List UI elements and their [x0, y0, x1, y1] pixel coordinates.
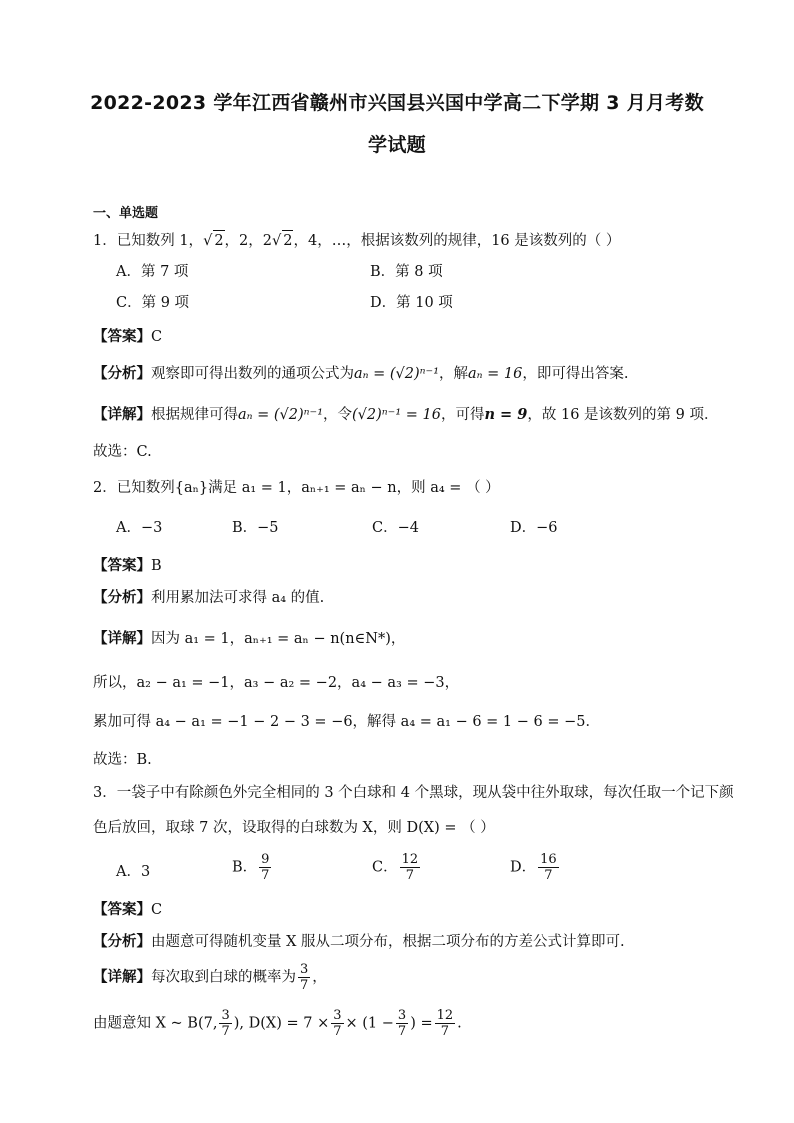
q1-answer-value: C	[151, 329, 163, 345]
q1-detail-formula3: n = 9	[484, 406, 528, 423]
q3-option-a: A．3	[116, 864, 151, 880]
analysis-label: 【分析】	[93, 366, 151, 382]
q3-detail-text: 每次取到白球的概率为	[151, 969, 296, 986]
q1-analysis-formula2: aₙ = 16	[468, 366, 523, 382]
q2-answer	[93, 556, 162, 576]
fraction-denominator: 7	[544, 868, 553, 883]
q1-answer	[93, 327, 162, 347]
q2-option-a: A．−3	[116, 520, 163, 536]
q3-detail-post: ，	[312, 969, 327, 986]
q1-detail-mid: ，令	[323, 407, 353, 423]
answer-label: 【答案】	[93, 902, 151, 918]
fraction-numerator: 9	[261, 852, 270, 867]
q2-analysis	[93, 588, 324, 608]
q1-sqrt-arg-2: 2	[282, 230, 293, 251]
detail-label: 【详解】	[93, 631, 151, 647]
q1-option-a: A．第 7 项	[116, 264, 189, 280]
q3-stem-line1: 3．一袋子中有除颜色外完全相同的 3 个白球和 4 个黑球，现从袋中往外取球，每次任取一个记下颜	[93, 785, 734, 801]
fraction-denominator: 7	[300, 978, 309, 993]
section-heading: 一、单选题	[93, 206, 159, 221]
q3-option-c-label: C．	[372, 859, 398, 876]
q1-choose: 故选：C.	[93, 444, 152, 460]
q1-analysis-text: 观察即可得出数列的通项公式为	[151, 366, 354, 382]
analysis-label: 【分析】	[93, 590, 151, 606]
q2-answer-value: B	[151, 558, 162, 574]
q2-line-so: 所以，a₂ − a₁ = −1，a₃ − a₂ = −2，a₄ − a₃ = −3，	[93, 675, 460, 691]
q3-final-frac4	[435, 1008, 456, 1039]
q1-option-b: B．第 8 项	[370, 264, 443, 280]
detail-label: 【详解】	[93, 969, 151, 986]
fraction-denominator: 7	[397, 1024, 407, 1039]
fraction-denominator: 7	[221, 1024, 230, 1039]
q3-answer	[93, 900, 162, 920]
q3-option-b-fraction	[259, 852, 271, 883]
q3-stem-line2: 色后放回，取球 7 次，设取得的白球数为 X，则 D(X) = （ ）	[93, 820, 495, 836]
fraction-denominator: 7	[261, 868, 270, 883]
q3-option-c-fraction	[400, 852, 421, 883]
q3-final	[93, 1008, 462, 1039]
q1-analysis-mid: ，解	[439, 366, 469, 382]
q3-option-d	[510, 852, 561, 883]
fraction-numerator: 12	[436, 1008, 454, 1023]
fraction-numerator: 3	[333, 1008, 342, 1023]
fraction-denominator: 7	[333, 1024, 342, 1039]
q3-option-b-label: B．	[232, 859, 258, 876]
q3-detail	[93, 962, 327, 993]
q1-analysis	[93, 364, 628, 384]
q3-final-frac2	[331, 1008, 343, 1039]
q1-sqrt-arg: 2	[213, 230, 224, 251]
q2-detail	[93, 629, 405, 649]
q2-option-d: D．−6	[510, 520, 558, 536]
q3-final-frac1	[219, 1008, 231, 1039]
answer-label: 【答案】	[93, 329, 151, 345]
q2-analysis-text: 利用累加法可求得 a₄ 的值.	[151, 590, 325, 606]
q1-detail-post: ，故 16 是该数列的第 9 项．	[527, 407, 719, 423]
q2-stem: 2．已知数列{aₙ}满足 a₁ = 1，aₙ₊₁ = aₙ − n，则 a₄ = （ ）	[93, 480, 500, 496]
q3-final-mid2: × (1 −	[345, 1015, 394, 1032]
q3-final-mid3: ) =	[410, 1015, 433, 1032]
q1-stem-mid1: ，2，2	[224, 233, 272, 249]
answer-label: 【答案】	[93, 558, 151, 574]
q1-option-d: D．第 10 项	[370, 295, 453, 311]
fraction-numerator: 16	[540, 852, 557, 867]
sqrt-sign-icon: √	[272, 233, 282, 249]
fraction-denominator: 7	[405, 868, 415, 883]
q2-line-sum: 累加可得 a₄ − a₁ = −1 − 2 − 3 = −6，解得 a₄ = a₁ − 6 = 1 − 6 = −5．	[93, 714, 600, 730]
q1-stem	[93, 230, 620, 251]
q3-option-c	[372, 852, 422, 883]
fraction-numerator: 3	[221, 1008, 230, 1023]
q1-detail-formula2: (√2)ⁿ⁻¹ = 16	[352, 407, 441, 423]
q1-detail-text: 根据规律可得	[151, 407, 238, 423]
q3-option-d-fraction	[538, 852, 559, 883]
fraction-numerator: 12	[401, 852, 419, 867]
q1-detail-mid2: ，可得	[440, 407, 485, 423]
q2-choose: 故选：B.	[93, 752, 152, 768]
fraction-numerator: 3	[300, 962, 309, 977]
q1-stem-mid2: ，4，…，根据该数列的规律，16 是该数列的（ ）	[293, 233, 621, 249]
q3-final-end: .	[457, 1015, 462, 1032]
q1-stem-pre: 1．已知数列 1，	[93, 233, 204, 249]
q1-analysis-post: ，即可得出答案.	[522, 366, 629, 382]
q3-analysis-text: 由题意可得随机变量 X 服从二项分布，根据二项分布的方差公式计算即可.	[151, 934, 625, 950]
q1-detail	[93, 405, 718, 425]
q3-final-pre: 由题意知 X ~ B(7,	[93, 1015, 218, 1032]
q2-option-b: B．−5	[232, 520, 279, 536]
q3-final-frac3	[396, 1008, 408, 1039]
q1-option-c: C．第 9 项	[116, 295, 190, 311]
fraction-numerator: 3	[397, 1008, 407, 1023]
q3-final-mid: ), D(X) = 7 ×	[233, 1015, 330, 1032]
doc-title-line1: 2022-2023 学年江西省赣州市兴国县兴国中学高二下学期 3 月月考数	[90, 92, 704, 114]
q3-detail-fraction	[298, 962, 310, 993]
detail-label: 【详解】	[93, 407, 151, 423]
q3-analysis	[93, 932, 625, 952]
analysis-label: 【分析】	[93, 934, 151, 950]
q1-detail-formula: aₙ = (√2)ⁿ⁻¹	[238, 407, 324, 423]
q3-option-b	[232, 852, 273, 883]
q2-option-c: C．−4	[372, 520, 419, 536]
q3-option-d-label: D．	[510, 859, 537, 876]
doc-title-line2: 学试题	[368, 134, 426, 156]
q2-detail-text: 因为 a₁ = 1，aₙ₊₁ = aₙ − n(n∈N*)，	[151, 631, 406, 647]
sqrt-sign-icon: √	[203, 233, 213, 249]
q3-answer-value: C	[151, 902, 163, 918]
fraction-denominator: 7	[440, 1024, 450, 1039]
q1-analysis-formula: aₙ = (√2)ⁿ⁻¹	[354, 366, 440, 382]
